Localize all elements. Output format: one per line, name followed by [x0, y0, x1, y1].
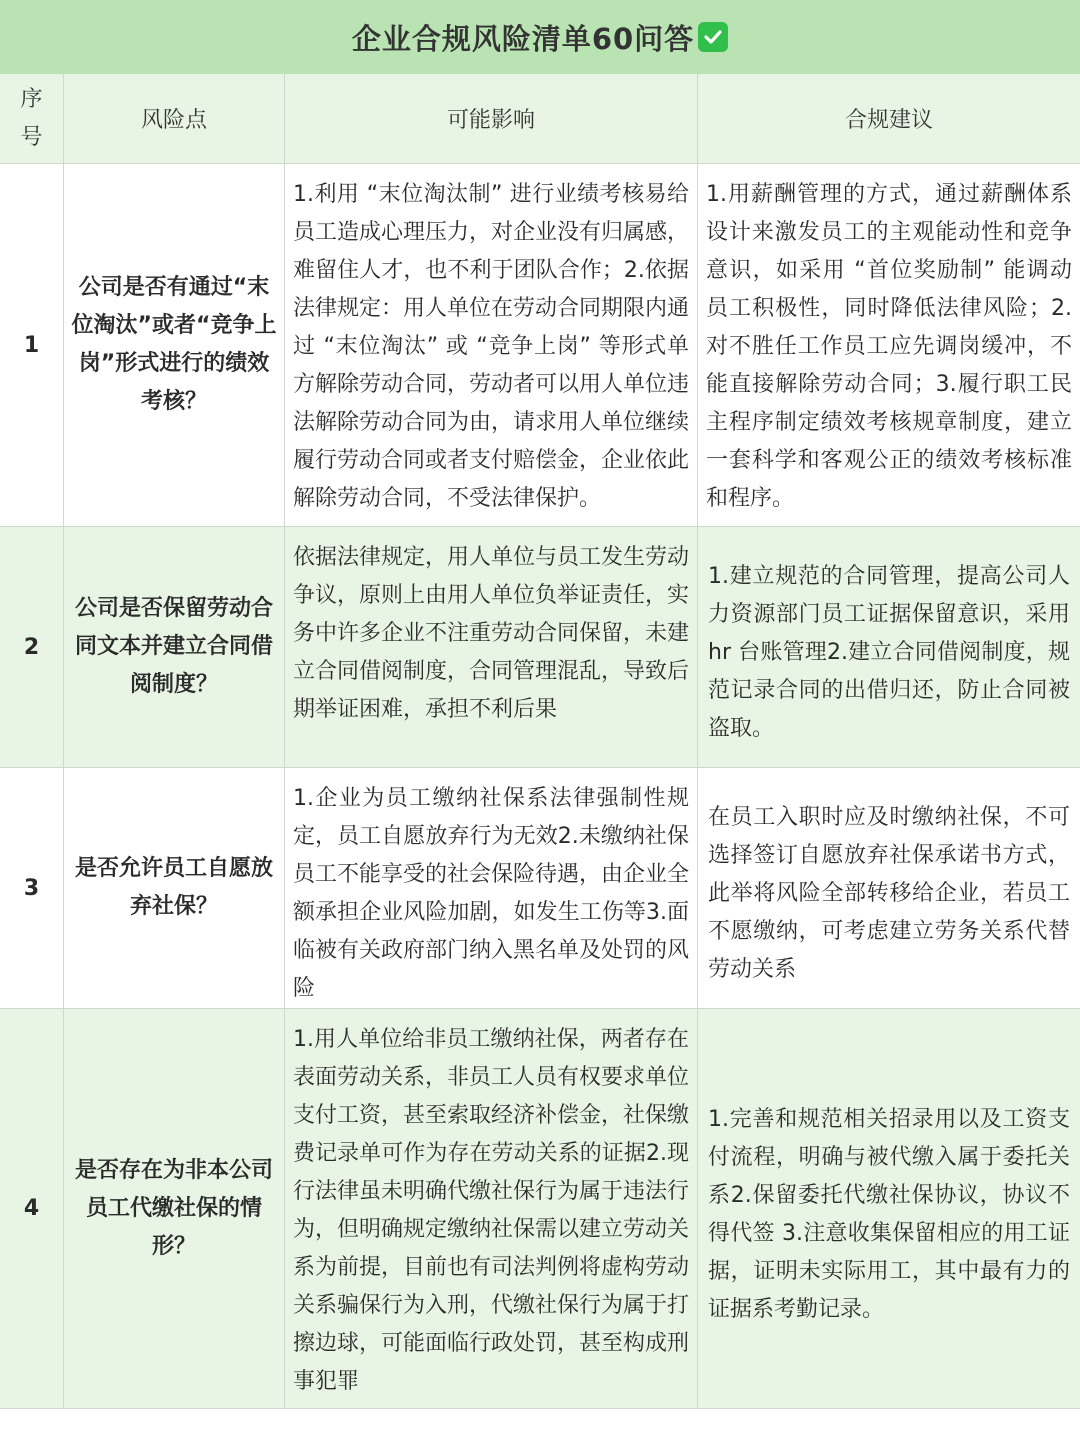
row-3-risk: 是否允许员工自愿放弃社保？ — [64, 768, 285, 1009]
row-3-impact: 1.企业为员工缴纳社保系法律强制性规定，员工自愿放弃行为无效2.未缴纳社保员工不能享受的社会保险待遇，由企业全额承担企业风险加剧，如发生工伤等3.面临被有关政府部门纳入黑名单及处罚的风险 — [285, 768, 698, 1009]
check-mark-icon — [698, 22, 728, 52]
risk-table — [0, 74, 1080, 1443]
row-4-index: 4 — [0, 1009, 64, 1409]
page-title: 企业合规风险清单60问答 — [351, 21, 695, 56]
header-advice: 合规建议 — [698, 74, 1080, 164]
row-1-risk: 公司是否有通过“末位淘汰”或者“竞争上岗”形式进行的绩效考核？ — [64, 164, 285, 527]
header-risk: 风险点 — [64, 74, 285, 164]
row-3-index: 3 — [0, 768, 64, 1009]
row-4-impact: 1.用人单位给非员工缴纳社保，两者存在表面劳动关系，非员工人员有权要求单位支付工资，甚至索取经济补偿金，社保缴费记录单可作为存在劳动关系的证据2.现行法律虽未明确代缴社保行为属于违法行为，但明确规定缴纳社保需以建立劳动关系为前提，目前也有司法判例将虚构劳动关系骗保行为入刑，代缴社保行为属于打擦边球，可能面临行政处罚，甚至构成刑事犯罪 — [285, 1009, 698, 1409]
row-2-advice: 1.建立规范的合同管理，提高公司人力资源部门员工证据保留意识，采用 hr 台账管理2.建立合同借阅制度，规范记录合同的出借归还，防止合同被盗取。 — [698, 527, 1080, 768]
header-impact: 可能影响 — [285, 74, 698, 164]
row-2-index: 2 — [0, 527, 64, 768]
page-title-bar — [0, 0, 1080, 74]
row-2-impact: 依据法律规定，用人单位与员工发生劳动争议，原则上由用人单位负举证责任，实务中许多企业不注重劳动合同保留，未建立合同借阅制度，合同管理混乱，导致后期举证困难，承担不利后果 — [285, 527, 698, 768]
row-1-index: 1 — [0, 164, 64, 527]
row-1-impact: 1.利用 “末位淘汰制” 进行业绩考核易给员工造成心理压力，对企业没有归属感，难留住人才，也不利于团队合作；2.依据法律规定：用人单位在劳动合同期限内通过 “末位淘汰” 或 “竞争上岗” 等形式单方解除劳动合同，劳动者可以用人单位违法解除劳动合同为由，请求用人单位继续履行劳动合同或者支付赔偿金，企业依此解除劳动合同，不受法律保护。 — [285, 164, 698, 527]
row-1-advice: 1.用薪酬管理的方式，通过薪酬体系设计来激发员工的主观能动性和竞争意识，如采用 “首位奖励制” 能调动员工积极性，同时降低法律风险；2.对不胜任工作员工应先调岗缓冲，不能直接解除劳动合同；3.履行职工民主程序制定绩效考核规章制度，建立一套科学和客观公正的绩效考核标准和程序。 — [698, 164, 1080, 527]
header-index: 序 号 — [0, 74, 64, 164]
row-4-advice: 1.完善和规范相关招录用以及工资支付流程，明确与被代缴入属于委托关系2.保留委托代缴社保协议，协议不得代签 3.注意收集保留相应的用工证据，证明未实际用工，其中最有力的证据系考勤记录。 — [698, 1009, 1080, 1409]
row-3-advice: 在员工入职时应及时缴纳社保，不可选择签订自愿放弃社保承诺书方式，此举将风险全部转移给企业，若员工不愿缴纳，可考虑建立劳务关系代替劳动关系 — [698, 768, 1080, 1009]
row-2-risk: 公司是否保留劳动合同文本并建立合同借阅制度？ — [64, 527, 285, 768]
row-4-risk: 是否存在为非本公司员工代缴社保的情形？ — [64, 1009, 285, 1409]
